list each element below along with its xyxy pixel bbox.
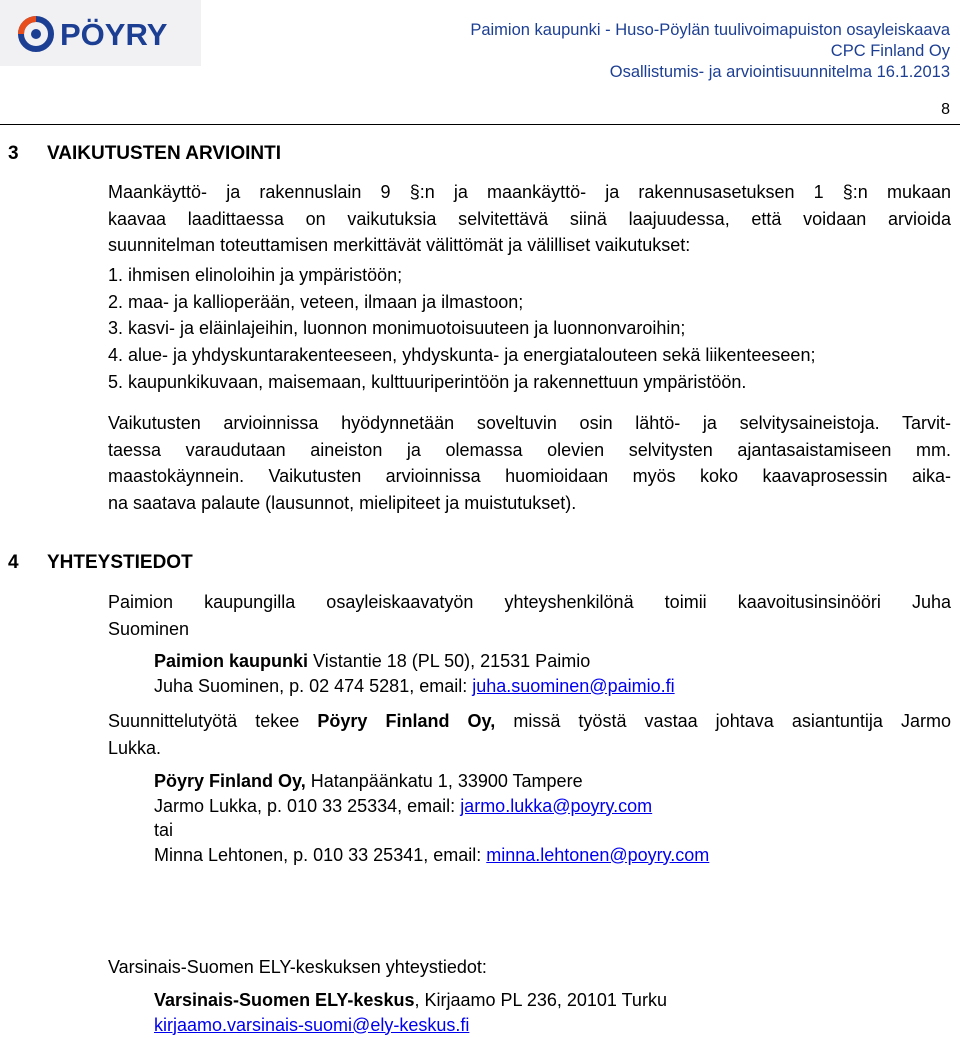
org-name: Varsinais-Suomen ELY-keskus <box>154 990 415 1010</box>
list-item: 1. ihmisen elinoloihin ja ympäristöön; <box>108 265 403 285</box>
intro-line: kaavaa laadittaessa on vaikutuksia selvitettävä siinä laajuudessa, että voidaan arvioida <box>108 208 951 229</box>
document-subtitle: Osallistumis- ja arviointisuunnitelma 16.1.2013 <box>609 63 950 81</box>
org-address: Vistantie 18 (PL 50), 21531 Paimio <box>308 651 591 671</box>
email-link[interactable]: jarmo.lukka@poyry.com <box>460 795 653 816</box>
page-header <box>0 0 960 126</box>
paragraph-line: Lukka. <box>108 737 162 758</box>
list-item: 3. kasvi- ja eläinlajeihin, luonnon monimuotoisuuteen ja luonnonvaroihin; <box>108 318 686 339</box>
paimio-contact <box>154 649 675 698</box>
paragraph-line <box>108 708 951 735</box>
email-link[interactable]: kirjaamo.varsinais-suomi@ely-keskus.fi <box>154 1014 470 1035</box>
section-3-paragraph <box>108 410 951 517</box>
page-number: 8 <box>941 101 950 118</box>
poyry-logo-icon <box>0 0 201 66</box>
paragraph-line: Varsinais-Suomen ELY-keskuksen yhteystiedot: <box>108 957 487 977</box>
section-4-number: 4 <box>8 552 19 573</box>
email-link[interactable]: minna.lehtonen@poyry.com <box>486 844 710 865</box>
ely-contact <box>154 988 667 1037</box>
section-3-number: 3 <box>8 143 19 164</box>
list-item: 4. alue- ja yhdyskuntarakenteeseen, yhdyskunta- ja energiatalouteen sekä liikenteeseen; <box>108 345 816 366</box>
paragraph-line: Vaikutusten arvioinnissa hyödynnetään soveltuvin osin lähtö- ja selvitysaineistoja. Tarvit- <box>108 413 951 433</box>
contact-intro <box>108 589 951 642</box>
header-divider <box>0 124 960 125</box>
document-client: CPC Finland Oy <box>830 42 950 60</box>
org-address: , Kirjaamo PL 236, 20101 Turku <box>414 990 667 1010</box>
contact-person: Juha Suominen, p. 02 474 5281, email: <box>154 675 473 696</box>
paragraph-line: na saatava palaute (lausunnot, mielipiteet ja muistutukset). <box>108 493 577 514</box>
list-item: 2. maa- ja kallioperään, veteen, ilmaan ja ilmastoon; <box>108 291 524 312</box>
email-link[interactable]: juha.suominen@paimio.fi <box>472 675 675 696</box>
section-3-intro <box>108 179 951 259</box>
paragraph-line: Suominen <box>108 618 190 639</box>
ely-intro <box>108 954 951 980</box>
org-name: Paimion kaupunki <box>154 651 309 671</box>
poyry-contact <box>154 769 709 867</box>
intro-line: suunnitelman toteuttamisen merkittävät välittömät ja välilliset vaikutukset: <box>108 235 691 255</box>
org-name: Pöyry Finland Oy, <box>154 771 306 791</box>
org-address: Hatanpäänkatu 1, 33900 Tampere <box>305 771 583 791</box>
or-text: tai <box>154 820 174 840</box>
intro-line: Maankäyttö- ja rakennuslain 9 §:n ja maankäyttö- ja rakennusasetuksen 1 §:n mukaan <box>108 182 951 202</box>
paragraph-line: taessa varaudutaan aineiston ja olemassa olevien selvitysten ajantasaistamiseen mm. <box>108 439 951 460</box>
text-span: Suunnittelutyötä tekee <box>108 711 318 731</box>
company-name: Pöyry Finland Oy, <box>317 711 496 731</box>
impact-list <box>108 262 815 396</box>
section-4-title: YHTEYSTIEDOT <box>47 552 193 573</box>
section-3-title: VAIKUTUSTEN ARVIOINTI <box>47 143 281 164</box>
text-span: missä työstä vastaa johtava asiantuntija Jarmo <box>495 711 951 731</box>
list-item: 5. kaupunkikuvaan, maisemaan, kulttuuriperintöön ja rakennettuun ympäristöön. <box>108 371 747 392</box>
contact-person: Minna Lehtonen, p. 010 33 25341, email: <box>154 844 487 865</box>
paragraph-line: Paimion kaupungilla osayleiskaavatyön yhteyshenkilönä toimii kaavoitusinsinööri Juha <box>108 592 951 612</box>
company-logo <box>0 0 201 66</box>
paragraph-line: maastokäynnein. Vaikutusten arvioinnissa huomioidaan myös koko kaavaprosessin aika- <box>108 466 951 487</box>
header-text <box>470 20 950 83</box>
designer-paragraph <box>108 708 951 761</box>
logo-wordmark: PÖYRY <box>60 17 168 52</box>
document-project-title: Paimion kaupunki - Huso-Pöylän tuulivoimapuiston osayleiskaava <box>470 21 950 39</box>
contact-person: Jarmo Lukka, p. 010 33 25334, email: <box>154 795 461 816</box>
